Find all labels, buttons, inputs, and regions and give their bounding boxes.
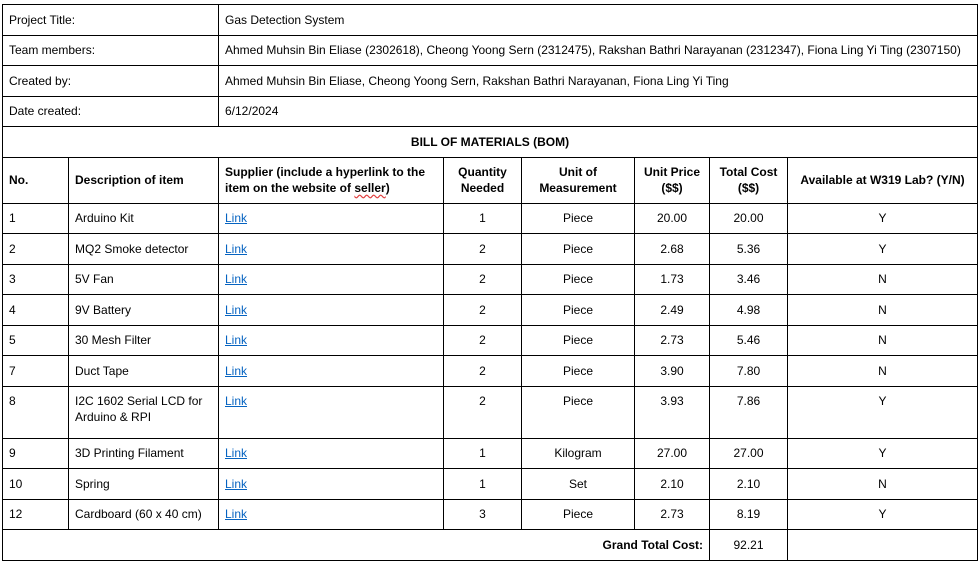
cell-description: 9V Battery [69, 295, 219, 326]
cell-supplier [219, 264, 444, 295]
cell-quantity: 1 [444, 438, 522, 469]
cell-total-cost: 2.10 [710, 469, 788, 500]
project-title-value: Gas Detection System [219, 5, 978, 36]
cell-unit: Piece [522, 234, 635, 265]
grand-total-empty [788, 530, 978, 561]
grand-total-row [3, 530, 978, 561]
cell-no: 1 [3, 203, 69, 234]
cell-available: Y [788, 203, 978, 234]
table-row [3, 264, 978, 295]
cell-description: 5V Fan [69, 264, 219, 295]
cell-available: Y [788, 386, 978, 438]
cell-available: Y [788, 499, 978, 530]
cell-description: 3D Printing Filament [69, 438, 219, 469]
header-supplier-text: Supplier (include a hyperlink to the item on the website of [225, 165, 426, 195]
cell-supplier [219, 234, 444, 265]
cell-available: N [788, 325, 978, 356]
cell-unit-price: 2.73 [635, 325, 710, 356]
cell-unit-price: 3.93 [635, 386, 710, 438]
table-row [3, 325, 978, 356]
cell-no: 2 [3, 234, 69, 265]
cell-unit: Piece [522, 295, 635, 326]
cell-supplier [219, 325, 444, 356]
cell-quantity: 2 [444, 295, 522, 326]
header-supplier [219, 157, 444, 203]
header-description: Description of item [69, 157, 219, 203]
cell-available: N [788, 356, 978, 387]
table-header-row [3, 157, 978, 203]
cell-total-cost: 7.86 [710, 386, 788, 438]
header-unit-price: Unit Price ($$) [635, 157, 710, 203]
table-row [3, 438, 978, 469]
cell-supplier [219, 356, 444, 387]
cell-unit-price: 2.10 [635, 469, 710, 500]
project-title-row [3, 5, 978, 36]
table-row [3, 234, 978, 265]
cell-available: N [788, 295, 978, 326]
cell-available: Y [788, 234, 978, 265]
cell-available: N [788, 469, 978, 500]
supplier-link[interactable]: Link [225, 333, 248, 348]
cell-unit: Piece [522, 356, 635, 387]
cell-unit-price: 27.00 [635, 438, 710, 469]
supplier-link[interactable]: Link [225, 393, 248, 408]
cell-no: 8 [3, 386, 69, 438]
cell-total-cost: 20.00 [710, 203, 788, 234]
supplier-link[interactable]: Link [225, 507, 248, 522]
team-members-row [3, 35, 978, 66]
cell-description: 30 Mesh Filter [69, 325, 219, 356]
table-row [3, 469, 978, 500]
table-row [3, 203, 978, 234]
cell-unit-price: 20.00 [635, 203, 710, 234]
team-members-label: Team members: [3, 35, 219, 66]
cell-supplier [219, 499, 444, 530]
cell-description: Arduino Kit [69, 203, 219, 234]
cell-unit-price: 2.49 [635, 295, 710, 326]
cell-supplier [219, 386, 444, 438]
table-row [3, 356, 978, 387]
cell-no: 10 [3, 469, 69, 500]
header-supplier-close: ) [385, 181, 390, 195]
cell-total-cost: 27.00 [710, 438, 788, 469]
cell-no: 12 [3, 499, 69, 530]
cell-unit-price: 2.68 [635, 234, 710, 265]
cell-supplier [219, 438, 444, 469]
cell-unit: Set [522, 469, 635, 500]
cell-unit: Piece [522, 325, 635, 356]
cell-total-cost: 7.80 [710, 356, 788, 387]
cell-quantity: 1 [444, 203, 522, 234]
cell-no: 7 [3, 356, 69, 387]
cell-quantity: 2 [444, 325, 522, 356]
cell-total-cost: 4.98 [710, 295, 788, 326]
bom-title: BILL OF MATERIALS (BOM) [3, 127, 978, 158]
header-available: Available at W319 Lab? (Y/N) [788, 157, 978, 203]
date-created-row [3, 96, 978, 127]
cell-supplier [219, 295, 444, 326]
cell-supplier [219, 203, 444, 234]
cell-total-cost: 5.46 [710, 325, 788, 356]
header-no: No. [3, 157, 69, 203]
cell-no: 5 [3, 325, 69, 356]
supplier-link[interactable]: Link [225, 476, 248, 491]
cell-no: 4 [3, 295, 69, 326]
created-by-label: Created by: [3, 66, 219, 97]
cell-description: Cardboard (60 x 40 cm) [69, 499, 219, 530]
table-row [3, 295, 978, 326]
cell-quantity: 2 [444, 386, 522, 438]
table-row [3, 499, 978, 530]
cell-unit-price: 3.90 [635, 356, 710, 387]
cell-available: Y [788, 438, 978, 469]
cell-description: I2C 1602 Serial LCD for Arduino & RPI [69, 386, 219, 438]
cell-unit: Piece [522, 264, 635, 295]
cell-unit-price: 2.73 [635, 499, 710, 530]
date-created-value: 6/12/2024 [219, 96, 978, 127]
created-by-value: Ahmed Muhsin Bin Eliase, Cheong Yoong Sern, Rakshan Bathri Narayanan, Fiona Ling Yi Ting [219, 66, 978, 97]
supplier-link[interactable]: Link [225, 272, 248, 287]
cell-unit: Piece [522, 499, 635, 530]
cell-supplier [219, 469, 444, 500]
cell-quantity: 1 [444, 469, 522, 500]
project-title-label: Project Title: [3, 5, 219, 36]
cell-description: Duct Tape [69, 356, 219, 387]
grand-total-value: 92.21 [710, 530, 788, 561]
cell-quantity: 3 [444, 499, 522, 530]
cell-unit: Piece [522, 386, 635, 438]
cell-total-cost: 5.36 [710, 234, 788, 265]
cell-unit: Piece [522, 203, 635, 234]
cell-unit: Kilogram [522, 438, 635, 469]
table-row [3, 386, 978, 438]
header-supplier-seller: seller [354, 181, 386, 195]
cell-quantity: 2 [444, 264, 522, 295]
supplier-link[interactable]: Link [225, 446, 248, 461]
cell-quantity: 2 [444, 234, 522, 265]
cell-no: 9 [3, 438, 69, 469]
supplier-link[interactable]: Link [225, 363, 248, 378]
grand-total-label: Grand Total Cost: [3, 530, 710, 561]
header-unit: Unit of Measurement [522, 157, 635, 203]
supplier-link[interactable]: Link [225, 211, 248, 226]
cell-quantity: 2 [444, 356, 522, 387]
cell-no: 3 [3, 264, 69, 295]
supplier-link[interactable]: Link [225, 241, 248, 256]
bom-table [2, 4, 978, 561]
cell-total-cost: 8.19 [710, 499, 788, 530]
cell-unit-price: 1.73 [635, 264, 710, 295]
cell-description: Spring [69, 469, 219, 500]
header-total-cost: Total Cost ($$) [710, 157, 788, 203]
created-by-row [3, 66, 978, 97]
team-members-value: Ahmed Muhsin Bin Eliase (2302618), Cheong Yoong Sern (2312475), Rakshan Bathri Narayanan (2312347), Fiona Ling Yi Ting (2307150) [219, 35, 978, 66]
cell-total-cost: 3.46 [710, 264, 788, 295]
supplier-link[interactable]: Link [225, 302, 248, 317]
header-quantity: Quantity Needed [444, 157, 522, 203]
cell-available: N [788, 264, 978, 295]
date-created-label: Date created: [3, 96, 219, 127]
cell-description: MQ2 Smoke detector [69, 234, 219, 265]
